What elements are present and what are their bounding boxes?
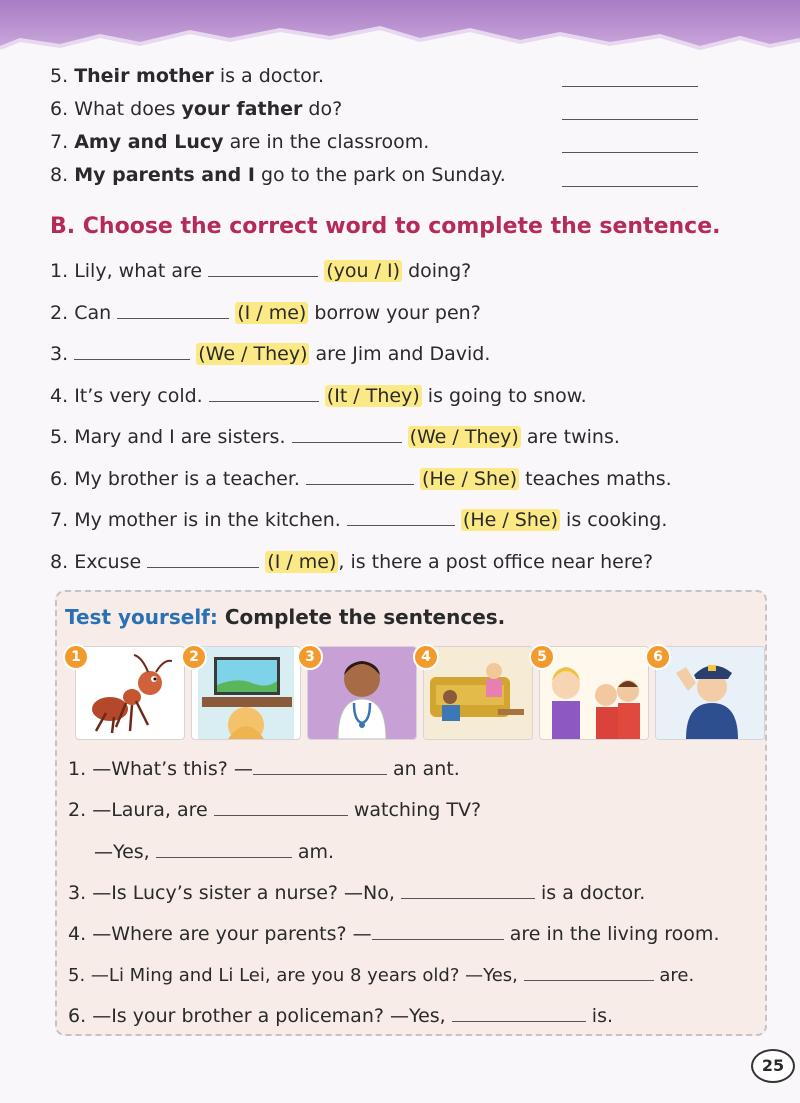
- test-instruction: Complete the sentences.: [224, 605, 506, 629]
- sentence-text: Excuse: [74, 551, 142, 573]
- highlighted-subject: My parents and I: [74, 164, 255, 186]
- test-item-2-reply: [94, 839, 334, 864]
- sentence-text: —Li Ming and Li Lei, are you 8 years old? —Yes,: [90, 965, 518, 986]
- sentence-text: is going to snow.: [427, 385, 587, 407]
- item-number: 7.: [50, 131, 69, 153]
- sentence-text: —Is Lucy’s sister a nurse? —No,: [92, 882, 395, 904]
- answer-blank[interactable]: [306, 466, 414, 485]
- item-number: 5.: [50, 65, 69, 87]
- answer-blank[interactable]: [401, 880, 535, 899]
- answer-blank[interactable]: [347, 507, 455, 526]
- sentence-text: is.: [591, 1005, 614, 1027]
- test-yourself-heading: [65, 605, 505, 629]
- picture-number-badge: 1: [63, 644, 89, 670]
- children-picture: [539, 646, 649, 740]
- item-number: 2.: [50, 302, 69, 324]
- answer-blank[interactable]: [562, 86, 698, 87]
- answer-blank[interactable]: [156, 839, 292, 858]
- answer-blank[interactable]: [292, 424, 402, 443]
- sentence-text: an ant.: [392, 758, 460, 780]
- section-a-item-8: [50, 163, 506, 187]
- word-choice: (It / They): [326, 385, 420, 407]
- word-choice: (I / me): [237, 302, 307, 324]
- picture-strip: [71, 646, 755, 740]
- answer-blank[interactable]: [524, 962, 654, 981]
- sentence-text: am.: [297, 841, 335, 863]
- section-a-item-5: [50, 64, 324, 88]
- sentence-text: —Laura, are: [92, 799, 208, 821]
- word-choice: (you / I): [326, 260, 401, 282]
- highlighted-subject: Amy and Lucy: [74, 131, 224, 153]
- sentence-text: is cooking.: [566, 509, 668, 531]
- word-choice: (He / She): [422, 468, 518, 490]
- picture-number-badge: 3: [297, 644, 323, 670]
- item-number: 2.: [68, 799, 87, 821]
- page-number: 25: [751, 1049, 795, 1083]
- test-label: Test yourself:: [65, 605, 218, 629]
- section-b-item-6: [50, 466, 672, 491]
- item-number: 3.: [68, 882, 87, 904]
- answer-blank[interactable]: [214, 797, 348, 816]
- decorative-header-band: [0, 0, 800, 70]
- sentence-text: borrow your pen?: [314, 302, 481, 324]
- picture-number-badge: 4: [413, 644, 439, 670]
- answer-blank[interactable]: [562, 186, 698, 187]
- sentence-text: are Jim and David.: [315, 343, 491, 365]
- test-item-1: [68, 756, 460, 781]
- section-a-item-6: [50, 97, 342, 121]
- item-number: 6.: [68, 1005, 87, 1027]
- sentence-text: , is there a post office near here?: [338, 551, 654, 573]
- word-choice: (He / She): [462, 509, 558, 531]
- section-b-item-5: [50, 424, 620, 449]
- sentence-text: My mother is in the kitchen.: [74, 509, 341, 531]
- sentence-text: My brother is a teacher.: [74, 468, 300, 490]
- sentence-text: go to the park on Sunday.: [254, 164, 506, 186]
- test-item-5: [68, 962, 694, 988]
- answer-blank[interactable]: [74, 341, 190, 360]
- sentence-text: watching TV?: [353, 799, 482, 821]
- living-room-picture: [423, 646, 533, 740]
- item-number: 7.: [50, 509, 69, 531]
- word-choice: (I / me): [267, 551, 337, 573]
- test-item-6: [68, 1003, 613, 1028]
- doctor-picture: [307, 646, 417, 740]
- item-number: 1.: [50, 260, 69, 282]
- section-a-item-7: [50, 130, 429, 154]
- item-number: 5.: [50, 426, 69, 448]
- answer-blank[interactable]: [562, 152, 698, 153]
- answer-blank[interactable]: [253, 756, 387, 775]
- sentence-text: is a doctor.: [213, 65, 325, 87]
- sentence-text: are in the living room.: [509, 923, 720, 945]
- section-b-item-2: [50, 300, 481, 325]
- picture-number-badge: 6: [645, 644, 671, 670]
- sentence-text: It’s very cold.: [74, 385, 203, 407]
- item-number: 4.: [50, 385, 69, 407]
- answer-blank[interactable]: [562, 119, 698, 120]
- highlighted-subject: your father: [181, 98, 303, 120]
- sentence-text: Lily, what are: [74, 260, 203, 282]
- sentence-text: Mary and I are sisters.: [74, 426, 286, 448]
- sentence-text: Can: [74, 302, 112, 324]
- section-b-item-8: [50, 549, 653, 574]
- answer-blank[interactable]: [209, 383, 319, 402]
- section-b-item-3: [50, 341, 490, 366]
- test-item-4: [68, 921, 719, 946]
- sentence-text: —What’s this? —: [92, 758, 253, 780]
- section-b-title: B. Choose the correct word to complete the sentence.: [50, 214, 721, 239]
- girl-watching-tv-picture: [191, 646, 301, 740]
- item-number: 6.: [50, 468, 69, 490]
- item-number: 5.: [68, 965, 86, 986]
- highlighted-subject: Their mother: [74, 65, 214, 87]
- ant-picture: [75, 646, 185, 740]
- section-b-item-1: [50, 258, 471, 283]
- answer-blank[interactable]: [208, 258, 318, 277]
- sentence-text: —Where are your parents? —: [92, 923, 372, 945]
- section-b-item-7: [50, 507, 667, 532]
- sentence-text: are twins.: [526, 426, 620, 448]
- picture-number-badge: 2: [181, 644, 207, 670]
- answer-blank[interactable]: [452, 1003, 586, 1022]
- item-number: 8.: [50, 164, 69, 186]
- sentence-text: are.: [659, 965, 695, 986]
- answer-blank[interactable]: [372, 921, 504, 940]
- sentence-text: teaches maths.: [525, 468, 672, 490]
- policeman-picture: [655, 646, 765, 740]
- item-number: 6.: [50, 98, 69, 120]
- test-item-2: [68, 797, 481, 822]
- answer-blank[interactable]: [147, 549, 259, 568]
- item-number: 1.: [68, 758, 87, 780]
- item-number: 4.: [68, 923, 87, 945]
- picture-number-badge: 5: [529, 644, 555, 670]
- sentence-text: —Yes,: [94, 841, 150, 863]
- word-choice: (We / They): [409, 426, 519, 448]
- sentence-text: do?: [302, 98, 343, 120]
- answer-blank[interactable]: [117, 300, 229, 319]
- item-number: 3.: [50, 343, 69, 365]
- test-item-3: [68, 880, 645, 905]
- sentence-text: is a doctor.: [541, 882, 646, 904]
- section-b-item-4: [50, 383, 587, 408]
- word-choice: (We / They): [198, 343, 308, 365]
- sentence-text: doing?: [408, 260, 472, 282]
- sentence-text: are in the classroom.: [223, 131, 430, 153]
- sentence-text: —Is your brother a policeman? —Yes,: [92, 1005, 446, 1027]
- sentence-text: What does: [74, 98, 182, 120]
- item-number: 8.: [50, 551, 69, 573]
